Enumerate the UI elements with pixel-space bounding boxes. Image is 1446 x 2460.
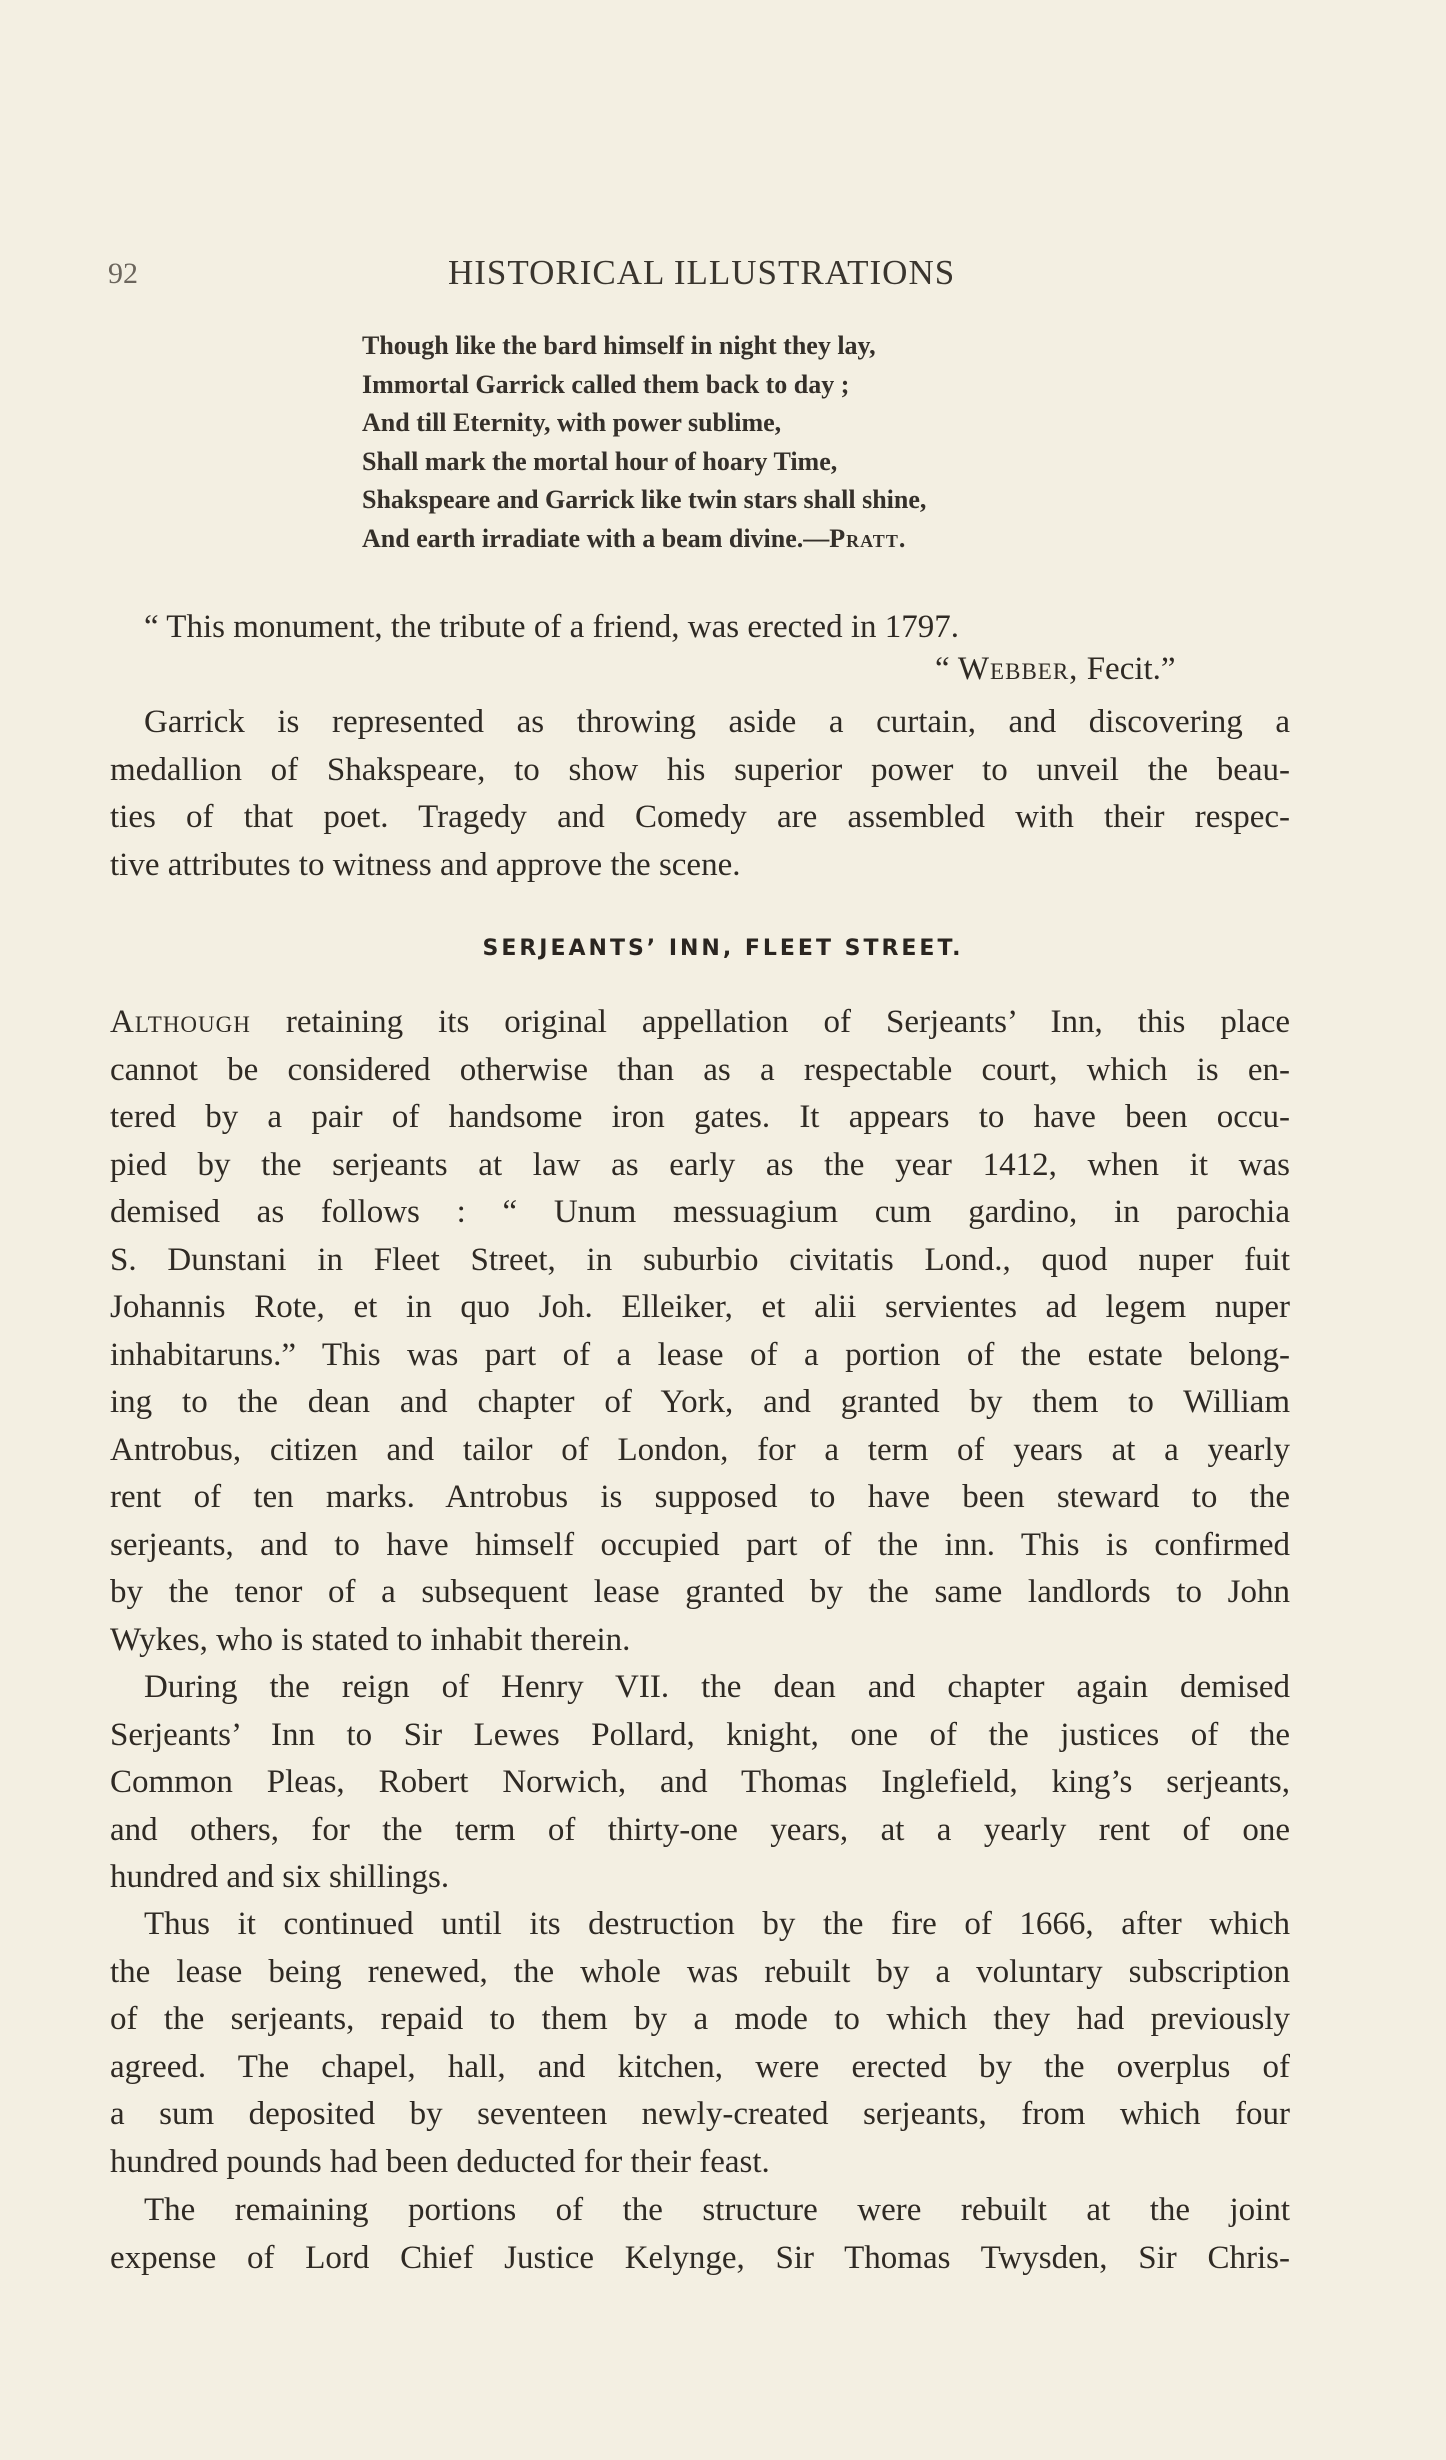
paragraph-fire-1666 [110,1901,1290,2186]
text-line: Garrick is represented as throwing aside a curtain, and discovering a [144,704,1290,740]
text-line: tered by a pair of handsome iron gates. It appears to have been occu- [110,1099,1290,1135]
poem-line: Immortal Garrick called them back to day ; [362,369,850,399]
poem-line: Shakspeare and Garrick like twin stars shall shine, [362,485,927,514]
text-line: ties of that poet. Tragedy and Comedy are assembled with their respec- [110,799,1290,835]
text-line: the lease being renewed, the whole was rebuilt by a voluntary subscription [110,1953,1290,1990]
inscription-line: “ This monument, the tribute of a friend, was erected in 1797. [144,609,959,645]
text-line: ing to the dean and chapter of York, and granted by them to William [110,1384,1290,1420]
paragraph-serjeants-inn [110,999,1290,1664]
paragraph-garrick [110,699,1290,889]
text-line: inhabitaruns.” This was part of a lease of a portion of the estate belong- [110,1336,1290,1373]
text-line: Common Pleas, Robert Norwich, and Thomas Inglefield, king’s serjeants, [110,1764,1290,1800]
text-line: rent of ten marks. Antrobus is supposed to have been steward to the [110,1479,1290,1515]
drop-word: Although [110,1004,251,1040]
running-title: HISTORICAL ILLUSTRATIONS [448,253,956,292]
text-line: tive attributes to witness and approve the scene. [110,846,741,883]
text-line: hundred and six shillings. [110,1859,450,1895]
text-line: demised as follows : “ Unum messuagium cum gardino, in parochia [110,1194,1290,1230]
text-line: and others, for the term of thirty-one years, at a yearly rent of one [110,1811,1290,1848]
text-line-rest: retaining its original appellation of Serjeants’ Inn, this place [250,1004,1290,1040]
paragraph-henry-vii [110,1664,1290,1902]
credit-name: Webber, [957,651,1079,687]
poem [362,327,926,558]
paragraph-remaining [110,2187,1290,2282]
text-line: Wykes, who is stated to inhabit therein. [110,1621,631,1658]
text-line: agreed. The chapel, hall, and kitchen, were erected by the overplus of [110,2048,1290,2085]
text-line: The remaining portions of the structure were rebuilt at the joint [144,2192,1290,2228]
text-line: of the serjeants, repaid to them by a mode to which they had previously [110,2001,1290,2037]
poem-line-text: And earth irradiate with a beam divine.— [362,523,830,553]
text-line: expense of Lord Chief Justice Kelynge, Sir Thomas Twysden, Sir Chris- [110,2239,1290,2276]
page-number: 92 [108,257,138,290]
inscription-credit: “ Webber, Fecit.” [935,651,1176,687]
poem-line: And till Eternity, with power sublime, [362,408,782,437]
text-line: Johannis Rote, et in quo Joh. Elleiker, et alii servientes ad legem nuper [110,1289,1290,1325]
credit-rest: Fecit.” [1078,651,1176,687]
text-line: S. Dunstani in Fleet Street, in suburbio civitatis Lond., quod nuper fuit [110,1241,1290,1278]
text-line: by the tenor of a subsequent lease granted by the same landlords to John [110,1574,1290,1610]
text-line: serjeants, and to have himself occupied part of the inn. This is confirmed [110,1526,1290,1563]
text-line: During the reign of Henry VII. the dean and chapter again demised [144,1669,1290,1705]
text-line: cannot be considered otherwise than as a respectable court, which is en- [110,1051,1290,1088]
poem-attribution: Pratt. [829,523,907,553]
text-line: Thus it continued until its destruction by the fire of 1666, after which [144,1906,1290,1942]
section-heading: SERJEANTS’ INN, FLEET STREET. [482,936,964,961]
poem-line: Though like the bard himself in night they lay, [362,331,876,360]
text-line [110,999,1290,1047]
text-line: pied by the serjeants at law as early as the year 1412, when it was [110,1146,1290,1183]
text-line: hundred pounds had been deducted for their feast. [110,2143,770,2180]
text-line: a sum deposited by seventeen newly-created serjeants, from which four [110,2096,1290,2132]
inscription-paragraph [110,604,1290,652]
text-line: medallion of Shakspeare, to show his superior power to unveil the beau- [110,751,1290,788]
text-line: Antrobus, citizen and tailor of London, for a term of years at a yearly [110,1431,1290,1468]
text-line: Serjeants’ Inn to Sir Lewes Pollard, knight, one of the justices of the [110,1716,1290,1753]
poem-line: Shall mark the mortal hour of hoary Time, [362,446,838,476]
poem-line [362,520,926,559]
